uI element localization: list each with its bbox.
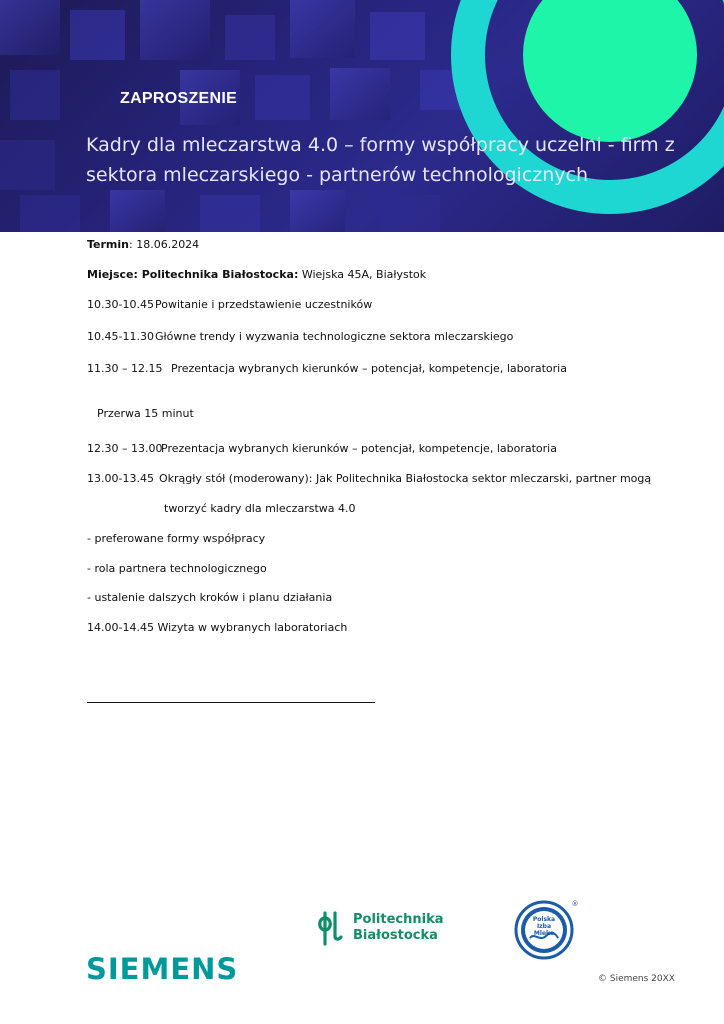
agenda-text: Powitanie i przedstawienie uczestników	[155, 298, 373, 311]
agenda-item	[87, 298, 372, 311]
event-title-line-1: Kadry dla mleczarstwa 4.0 – formy współpracy uczelni - firm z	[86, 134, 675, 156]
discussion-point	[87, 532, 265, 545]
event-title-line-2: sektora mleczarskiego - partnerów technologicznych	[86, 164, 589, 186]
copyright-notice: © Siemens 20XX	[598, 974, 675, 984]
place-value: Wiejska 45A, Białystok	[301, 268, 427, 281]
agenda-time: 10.30-10.45	[87, 298, 154, 311]
discussion-point	[87, 591, 332, 604]
agenda-text: Okrągły stół (moderowany): Jak Politechnika Białostocka sektor mleczarski, partner mogą	[159, 472, 652, 485]
university-name-line-1: Politechnika	[353, 912, 444, 927]
agenda-time: 11.30 – 12.15	[87, 362, 163, 375]
event-title	[86, 130, 686, 190]
agenda-text: Prezentacja wybranych kierunków – potencjał, kompetencje, laboratoria	[171, 362, 567, 375]
invitation-kicker: ZAPROSZENIE	[120, 90, 238, 107]
place-label: Miejsce: Politechnika Białostocka:	[87, 268, 299, 281]
agenda-text: - ustalenie dalszych kroków i planu działania	[87, 591, 333, 604]
banner-artwork	[0, 0, 724, 232]
agenda-item-continuation	[164, 502, 356, 515]
chamber-logo-word: Polska	[532, 916, 556, 923]
registered-mark: ®	[571, 900, 579, 908]
agenda-item	[87, 330, 513, 343]
date-label: Termin	[87, 238, 129, 251]
agenda-text: - rola partnera technologicznego	[87, 562, 267, 575]
dairy-chamber-logo-icon	[514, 896, 580, 962]
agenda-text: Główne trendy i wyzwania technologiczne sektora mleczarskiego	[155, 330, 514, 343]
agenda-text: Przerwa 15 minut	[97, 407, 194, 420]
university-name	[353, 912, 444, 944]
agenda-item	[87, 621, 347, 634]
agenda-text: tworzyć kadry dla mleczarstwa 4.0	[164, 502, 356, 515]
agenda-time: 14.00-14.45	[87, 621, 154, 634]
agenda-time: 13.00-13.45	[87, 472, 154, 485]
header-banner	[0, 0, 724, 232]
agenda-time: 12.30 – 13.00	[87, 442, 163, 455]
agenda-item	[87, 362, 567, 375]
siemens-logo: SIEMENS	[86, 952, 239, 986]
agenda-break	[97, 407, 194, 420]
agenda-text: - preferowane formy współpracy	[87, 532, 266, 545]
agenda-item	[87, 472, 651, 485]
agenda-text: Wizyta w wybranych laboratoriach	[157, 621, 348, 634]
agenda-item	[87, 442, 557, 455]
agenda-text: Prezentacja wybranych kierunków – potencjał, kompetencje, laboratoria	[161, 442, 557, 455]
chamber-logo-word: Mleka	[533, 930, 555, 937]
agenda-time: 10.45-11.30	[87, 330, 154, 343]
decorative-disc	[523, 0, 697, 142]
place-line	[87, 268, 426, 281]
cube-pattern	[0, 0, 460, 232]
date-value: : 18.06.2024	[129, 238, 200, 251]
university-name-line-2: Białostocka	[353, 928, 438, 943]
discussion-point	[87, 562, 267, 575]
signature-rule	[87, 702, 375, 703]
date-line	[87, 238, 199, 251]
chamber-logo-word: Izba	[536, 923, 552, 930]
